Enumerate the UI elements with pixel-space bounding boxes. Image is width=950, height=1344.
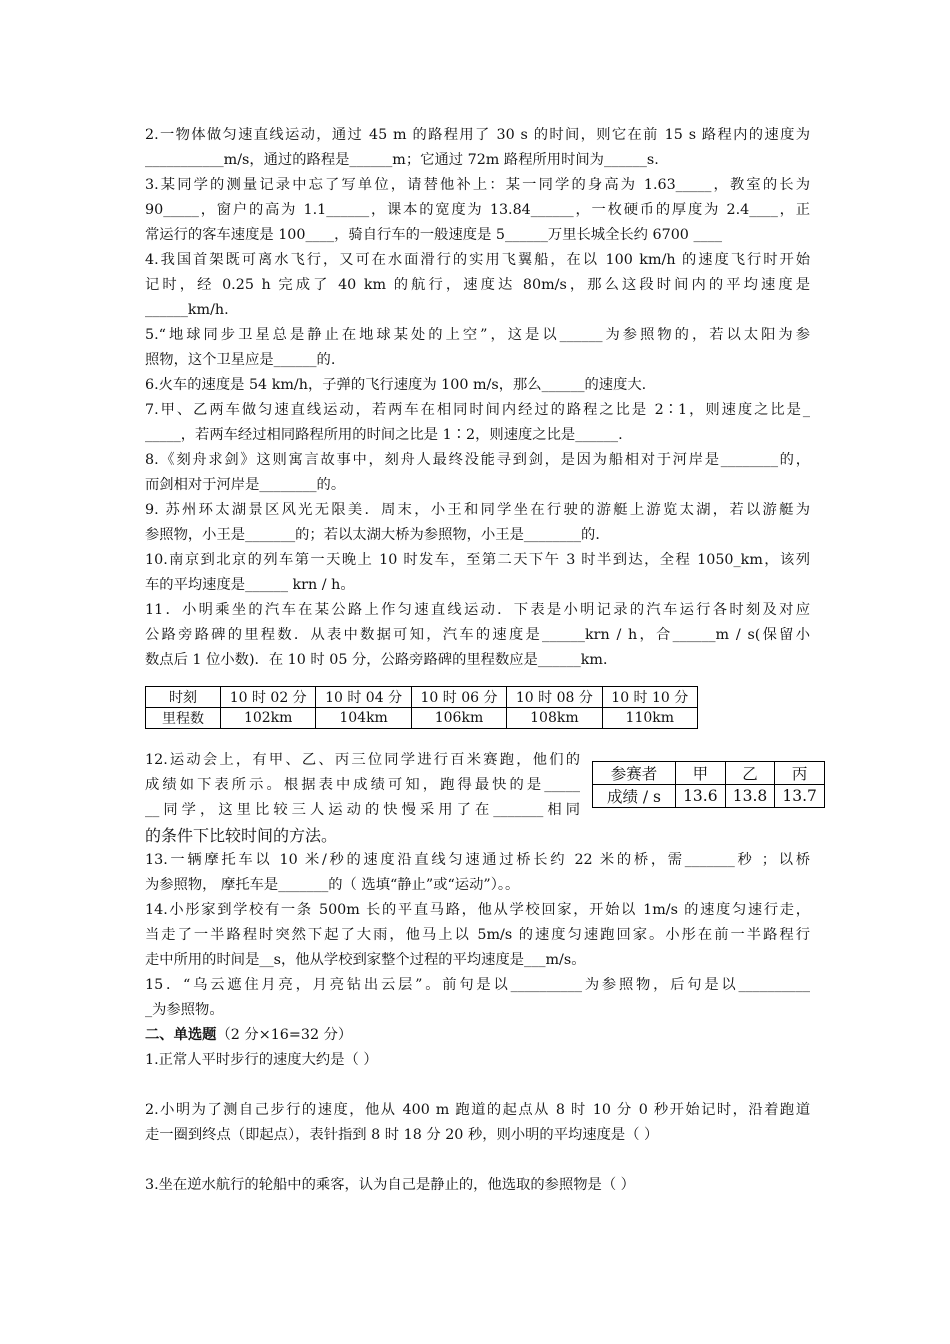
q3-line-3: 常运行的客车速度是 100____，骑自行车的一般速度是 5______万里长城全长约 6700 ____ [145, 227, 723, 243]
q8-line-2: 而剑相对于河岸是________的。 [145, 477, 346, 493]
table-cell: 10 时 10 分 [602, 687, 697, 708]
table-cell: 里程数 [146, 708, 221, 729]
table-cell: 甲 [676, 762, 726, 785]
section-heading [145, 1025, 810, 1045]
q4-line-2: 记时，经 0.25 h 完成了 40 km 的航行，速度达 80m/s，那么这段时间内的平均速度是 [145, 277, 810, 293]
table-cell: 110km [602, 708, 697, 729]
q11-line-3: 数点后 1 位小数)．在 10 时 05 分，公路旁路碑的里程数应是______km． [145, 652, 618, 668]
table-cell: 13.8 [725, 785, 775, 808]
q14-line-2: 当走了一半路程时突然下起了大雨，他马上以 5m/s 的速度匀速跑回家。小彤在前一半路程行 [145, 927, 810, 943]
table-cell: 时刻 [146, 687, 221, 708]
q7-line-2: _____，若两车经过相同路程所用的时间之比是 1∶2，则速度之比是______. [145, 427, 623, 443]
q13-line-1: 13.一辆摩托车以 10 米/秒的速度沿直线匀速通过桥长约 22 米的桥，需_______秒 ；以桥 [145, 852, 810, 868]
table-row [593, 762, 825, 785]
q15-line-1: 15．“乌云遮住月亮，月亮钻出云层”。前句是以__________为参照物，后句是以__________ [145, 977, 810, 993]
q14-line-1: 14.小彤家到学校有一条 500m 长的平直马路，他从学校回家，开始以 1m/s 的速度匀速行走， [145, 902, 810, 918]
q3-line-2: 90_____，窗户的高为 1.1______，课本的宽度为 13.84______，一枚硬币的厚度为 2.4____，正 [145, 202, 810, 218]
race-results-table [592, 761, 825, 808]
table-cell: 13.6 [676, 785, 726, 808]
q12-line-2: 成绩如下表所示。根据表中成绩可知，跑得最快的是_____ [145, 777, 580, 793]
mc2-question-line-2: 走一圈到终点（即起点），表针指到 8 时 18 分 20 秒，则小明的平均速度是（ ） [145, 1127, 659, 1143]
q11-line-1: 11．小明乘坐的汽车在某公路上作匀速直线运动．下表是小明记录的汽车运行各时刻及对应 [145, 602, 810, 618]
table-cell: 成绩 / s [593, 785, 676, 808]
section-score: （2 分×16=32 分） [216, 1027, 353, 1043]
q12-line-1: 12.运动会上，有甲、乙、丙三位同学进行百米赛跑，他们的 [145, 752, 580, 768]
q2-line-1: 2.一物体做匀速直线运动，通过 45 m 的路程用了 30 s 的时间，则它在前 15 s 路程内的速度为 [145, 127, 810, 143]
table-cell: 104km [316, 708, 411, 729]
mc1-question: 1.正常人平时步行的速度大约是（ ） [145, 1052, 378, 1068]
q5-line-2: 照物，这个卫星应是______的. [145, 352, 336, 368]
table-cell: 10 时 02 分 [221, 687, 316, 708]
q15-line-2: _为参照物。 [145, 1002, 224, 1018]
q12-line-4: 的条件下比较时间的方法。 [145, 826, 338, 845]
q5-line-1: 5.“地球同步卫星总是静止在地球某处的上空”，这是以______为参照物的，若以太阳为参 [145, 327, 810, 343]
mc3-question: 3.坐在逆水航行的轮船中的乘客，认为自己是静止的，他选取的参照物是（ ） [145, 1177, 635, 1193]
q7-line-1: 7.甲、乙两车做匀速直线运动，若两车在相同时间内经过的路程之比是 2∶1，则速度之比是_ [145, 402, 810, 418]
mileage-table [145, 686, 698, 729]
q13-line-2: 为参照物， 摩托车是_______的（ 选填“静止”或“运动”）。。 [145, 877, 520, 893]
table-cell: 108km [507, 708, 602, 729]
q4-line-1: 4.我国首架既可离水飞行，又可在水面滑行的实用飞翼船，在以 100 km/h 的速度飞行时开始 [145, 252, 810, 268]
q12-line-3: __同学，这里比较三人运动的快慢采用了在_______相同 [145, 802, 580, 818]
mc2-question-line-1: 2.小明为了测自己步行的速度，他从 400 m 跑道的起点从 8 时 10 分 0 秒开始记时，沿着跑道 [145, 1102, 810, 1118]
q4-line-3: ______km/h. [145, 302, 229, 318]
q11-line-2: 公路旁路碑的里程数．从表中数据可知，汽车的速度是______krn / h，合______m / s(保留小 [145, 627, 810, 643]
section-title: 二、单选题 [145, 1027, 217, 1043]
q10-line-1: 10.南京到北京的列车第一天晚上 10 时发车，至第二天下午 3 时半到达，全程 1050_km，该列 [145, 552, 810, 568]
q8-line-1: 8.《刻舟求剑》这则寓言故事中，刻舟人最终没能寻到剑，是因为船相对于河岸是________的， [145, 452, 810, 468]
table-row [593, 785, 825, 808]
q2-line-2: ___________m/s，通过的路程是______m；它通过 72m 路程所用时间为______s. [145, 152, 659, 168]
table-row [146, 687, 698, 708]
table-cell: 参赛者 [593, 762, 676, 785]
q10-line-2: 车的平均速度是______ krn / h。 [145, 577, 355, 593]
table-cell: 10 时 08 分 [507, 687, 602, 708]
table-cell: 13.7 [775, 785, 825, 808]
q14-line-3: 走中所用的时间是__s，他从学校到家整个过程的平均速度是___m/s。 [145, 952, 586, 968]
q9-line-2: 参照物，小王是_______的；若以太湖大桥为参照物，小王是________的． [145, 527, 610, 543]
table-row [146, 708, 698, 729]
q3-line-1: 3.某同学的测量记录中忘了写单位，请替他补上：某一同学的身高为 1.63_____，教室的长为 [145, 177, 810, 193]
q6-line-1: 6.火车的速度是 54 km/h，子弹的飞行速度为 100 m/s，那么______的速度大. [145, 377, 647, 393]
table-cell: 10 时 04 分 [316, 687, 411, 708]
table-cell: 10 时 06 分 [411, 687, 506, 708]
table-cell: 丙 [775, 762, 825, 785]
table-cell: 102km [221, 708, 316, 729]
q9-line-1: 9. 苏州环太湖景区风光无限美．周末，小王和同学坐在行驶的游艇上游览太湖，若以游艇为 [145, 502, 810, 518]
table-cell: 106km [411, 708, 506, 729]
table-cell: 乙 [725, 762, 775, 785]
